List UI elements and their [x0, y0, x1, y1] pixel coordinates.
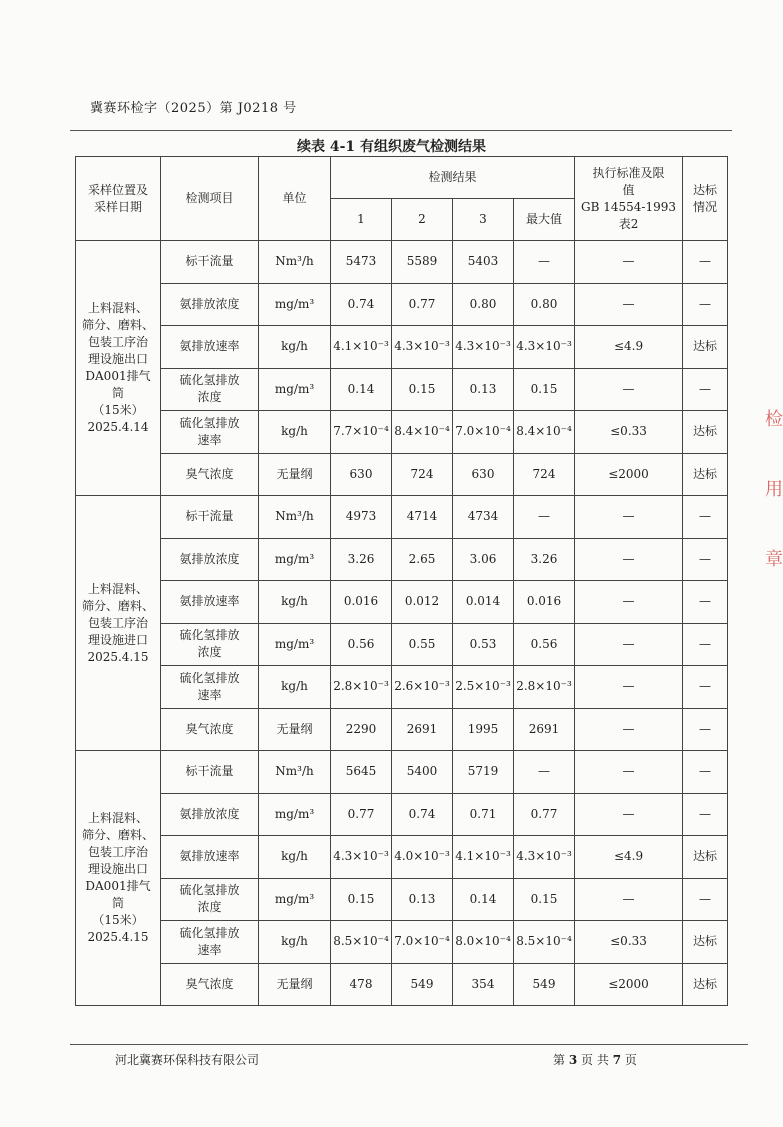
- item-cell: 硫化氢排放 浓度: [161, 878, 259, 921]
- table-row: [76, 283, 728, 326]
- table-row: [76, 708, 728, 751]
- location-cell: 上料混料、 筛分、磨料、 包装工序治 理设施出口 DA001排气 筒 （15米） 2025.4.14: [76, 241, 161, 496]
- limit-cell: —: [575, 666, 683, 709]
- header-divider: [70, 130, 732, 131]
- page-number: 3: [568, 1053, 578, 1067]
- item-cell: 氨排放速率: [161, 581, 259, 624]
- unit-cell: 无量纲: [259, 963, 331, 1006]
- result-1-cell: 2.8×10⁻³: [331, 666, 392, 709]
- result-2-cell: 7.0×10⁻⁴: [392, 921, 453, 964]
- max-cell: 0.15: [514, 368, 575, 411]
- result-1-cell: 4973: [331, 496, 392, 539]
- table-row: [76, 793, 728, 836]
- unit-cell: kg/h: [259, 326, 331, 369]
- item-cell: 硫化氢排放 浓度: [161, 623, 259, 666]
- item-cell: 臭气浓度: [161, 708, 259, 751]
- result-3-cell: 2.5×10⁻³: [453, 666, 514, 709]
- limit-cell: ≤4.9: [575, 326, 683, 369]
- table-row: [76, 411, 728, 454]
- max-cell: 2691: [514, 708, 575, 751]
- result-1-cell: 0.56: [331, 623, 392, 666]
- unit-cell: kg/h: [259, 581, 331, 624]
- max-cell: 4.3×10⁻³: [514, 326, 575, 369]
- unit-cell: kg/h: [259, 836, 331, 879]
- result-3-cell: 630: [453, 453, 514, 496]
- page-mid: 页 共: [581, 1053, 609, 1067]
- limit-cell: ≤4.9: [575, 836, 683, 879]
- result-2-cell: 4.0×10⁻³: [392, 836, 453, 879]
- result-3-cell: 0.014: [453, 581, 514, 624]
- result-3-cell: 4734: [453, 496, 514, 539]
- result-1-cell: 0.77: [331, 793, 392, 836]
- page-total: 7: [612, 1053, 622, 1067]
- limit-cell: —: [575, 793, 683, 836]
- max-cell: —: [514, 751, 575, 794]
- result-2-cell: 2.6×10⁻³: [392, 666, 453, 709]
- item-cell: 硫化氢排放 速率: [161, 666, 259, 709]
- result-2-cell: 5589: [392, 241, 453, 284]
- table-row: [76, 326, 728, 369]
- company-name: 河北冀赛环保科技有限公司: [115, 1053, 260, 1067]
- result-3-cell: 4.3×10⁻³: [453, 326, 514, 369]
- result-1-cell: 0.14: [331, 368, 392, 411]
- result-1-cell: 3.26: [331, 538, 392, 581]
- limit-cell: —: [575, 708, 683, 751]
- result-2-cell: 4714: [392, 496, 453, 539]
- unit-cell: 无量纲: [259, 708, 331, 751]
- status-cell: 达标: [683, 836, 728, 879]
- limit-cell: —: [575, 878, 683, 921]
- status-cell: —: [683, 708, 728, 751]
- table-row: [76, 836, 728, 879]
- table-row: [76, 623, 728, 666]
- unit-cell: mg/m³: [259, 538, 331, 581]
- result-2-cell: 549: [392, 963, 453, 1006]
- stamp-char: 用: [765, 479, 783, 500]
- item-cell: 标干流量: [161, 751, 259, 794]
- stamp-char: 章: [765, 549, 783, 570]
- result-1-cell: 0.74: [331, 283, 392, 326]
- head-unit: 单位: [259, 157, 331, 241]
- unit-cell: kg/h: [259, 666, 331, 709]
- result-3-cell: 0.53: [453, 623, 514, 666]
- head-col-1: 1: [331, 199, 392, 241]
- item-cell: 臭气浓度: [161, 453, 259, 496]
- unit-cell: mg/m³: [259, 793, 331, 836]
- max-cell: 0.016: [514, 581, 575, 624]
- table-row: [76, 453, 728, 496]
- result-1-cell: 2290: [331, 708, 392, 751]
- head-col-2: 2: [392, 199, 453, 241]
- status-cell: —: [683, 666, 728, 709]
- result-1-cell: 630: [331, 453, 392, 496]
- result-2-cell: 0.012: [392, 581, 453, 624]
- head-result: 检测结果: [331, 157, 575, 199]
- limit-cell: ≤0.33: [575, 921, 683, 964]
- result-2-cell: 0.55: [392, 623, 453, 666]
- head-status: 达标 情况: [683, 157, 728, 241]
- item-cell: 标干流量: [161, 241, 259, 284]
- result-2-cell: 0.74: [392, 793, 453, 836]
- limit-cell: —: [575, 538, 683, 581]
- limit-cell: —: [575, 368, 683, 411]
- limit-cell: —: [575, 283, 683, 326]
- item-cell: 氨排放速率: [161, 326, 259, 369]
- result-3-cell: 4.1×10⁻³: [453, 836, 514, 879]
- unit-cell: Nm³/h: [259, 496, 331, 539]
- result-3-cell: 7.0×10⁻⁴: [453, 411, 514, 454]
- table-row: [76, 666, 728, 709]
- max-cell: 8.4×10⁻⁴: [514, 411, 575, 454]
- max-cell: 0.56: [514, 623, 575, 666]
- limit-cell: —: [575, 496, 683, 539]
- table-row: [76, 878, 728, 921]
- result-1-cell: 4.1×10⁻³: [331, 326, 392, 369]
- status-cell: 达标: [683, 411, 728, 454]
- status-cell: —: [683, 751, 728, 794]
- max-cell: 0.77: [514, 793, 575, 836]
- limit-cell: —: [575, 241, 683, 284]
- unit-cell: kg/h: [259, 411, 331, 454]
- result-3-cell: 354: [453, 963, 514, 1006]
- head-location: 采样位置及 采样日期: [76, 157, 161, 241]
- status-cell: 达标: [683, 453, 728, 496]
- location-cell: 上料混料、 筛分、磨料、 包装工序治 理设施进口 2025.4.15: [76, 496, 161, 751]
- location-cell: 上料混料、 筛分、磨料、 包装工序治 理设施出口 DA001排气 筒 （15米） 2025.4.15: [76, 751, 161, 1006]
- limit-cell: ≤2000: [575, 453, 683, 496]
- results-table: [75, 156, 728, 1006]
- status-cell: —: [683, 793, 728, 836]
- status-cell: —: [683, 241, 728, 284]
- max-cell: 0.80: [514, 283, 575, 326]
- result-1-cell: 8.5×10⁻⁴: [331, 921, 392, 964]
- max-cell: —: [514, 496, 575, 539]
- result-1-cell: 5473: [331, 241, 392, 284]
- table-row: [76, 581, 728, 624]
- item-cell: 氨排放浓度: [161, 538, 259, 581]
- max-cell: 0.15: [514, 878, 575, 921]
- table-row: [76, 963, 728, 1006]
- item-cell: 氨排放速率: [161, 836, 259, 879]
- item-cell: 氨排放浓度: [161, 793, 259, 836]
- unit-cell: kg/h: [259, 921, 331, 964]
- unit-cell: mg/m³: [259, 878, 331, 921]
- head-item: 检测项目: [161, 157, 259, 241]
- unit-cell: mg/m³: [259, 368, 331, 411]
- table-row: [76, 921, 728, 964]
- status-cell: 达标: [683, 963, 728, 1006]
- max-cell: 2.8×10⁻³: [514, 666, 575, 709]
- result-3-cell: 3.06: [453, 538, 514, 581]
- result-3-cell: 5403: [453, 241, 514, 284]
- unit-cell: Nm³/h: [259, 241, 331, 284]
- table-row: [76, 538, 728, 581]
- table-row: [76, 368, 728, 411]
- red-stamp-fragment: [765, 405, 783, 615]
- item-cell: 硫化氢排放 浓度: [161, 368, 259, 411]
- unit-cell: Nm³/h: [259, 751, 331, 794]
- result-3-cell: 0.13: [453, 368, 514, 411]
- result-2-cell: 8.4×10⁻⁴: [392, 411, 453, 454]
- result-1-cell: 0.15: [331, 878, 392, 921]
- status-cell: —: [683, 623, 728, 666]
- status-cell: 达标: [683, 921, 728, 964]
- result-2-cell: 0.13: [392, 878, 453, 921]
- table-title: 续表 4-1 有组织废气检测结果: [296, 139, 487, 155]
- result-2-cell: 0.77: [392, 283, 453, 326]
- max-cell: —: [514, 241, 575, 284]
- table-row: [76, 241, 728, 284]
- max-cell: 724: [514, 453, 575, 496]
- limit-cell: —: [575, 751, 683, 794]
- page-suffix: 页: [624, 1053, 637, 1067]
- document-number: 冀赛环检字（2025）第 J0218 号: [90, 101, 297, 116]
- max-cell: 8.5×10⁻⁴: [514, 921, 575, 964]
- table-row: [76, 751, 728, 794]
- result-2-cell: 5400: [392, 751, 453, 794]
- result-2-cell: 2.65: [392, 538, 453, 581]
- status-cell: —: [683, 538, 728, 581]
- limit-cell: —: [575, 581, 683, 624]
- head-col-max: 最大值: [514, 199, 575, 241]
- stamp-char: 检: [765, 409, 783, 430]
- max-cell: 549: [514, 963, 575, 1006]
- status-cell: 达标: [683, 326, 728, 369]
- head-col-3: 3: [453, 199, 514, 241]
- page-prefix: 第: [553, 1053, 566, 1067]
- unit-cell: mg/m³: [259, 283, 331, 326]
- status-cell: —: [683, 283, 728, 326]
- item-cell: 硫化氢排放 速率: [161, 411, 259, 454]
- max-cell: 3.26: [514, 538, 575, 581]
- status-cell: —: [683, 368, 728, 411]
- footer-divider: [70, 1044, 748, 1045]
- max-cell: 4.3×10⁻³: [514, 836, 575, 879]
- page-indicator: [553, 1051, 637, 1068]
- item-cell: 标干流量: [161, 496, 259, 539]
- status-cell: —: [683, 581, 728, 624]
- limit-cell: ≤2000: [575, 963, 683, 1006]
- result-3-cell: 1995: [453, 708, 514, 751]
- result-1-cell: 7.7×10⁻⁴: [331, 411, 392, 454]
- result-3-cell: 0.14: [453, 878, 514, 921]
- result-1-cell: 4.3×10⁻³: [331, 836, 392, 879]
- result-2-cell: 2691: [392, 708, 453, 751]
- table-row: [76, 496, 728, 539]
- item-cell: 臭气浓度: [161, 963, 259, 1006]
- unit-cell: mg/m³: [259, 623, 331, 666]
- head-standard: 执行标准及限 值 GB 14554-1993 表2: [575, 157, 683, 241]
- status-cell: —: [683, 878, 728, 921]
- result-1-cell: 5645: [331, 751, 392, 794]
- limit-cell: —: [575, 623, 683, 666]
- result-3-cell: 0.71: [453, 793, 514, 836]
- result-1-cell: 0.016: [331, 581, 392, 624]
- result-2-cell: 724: [392, 453, 453, 496]
- status-cell: —: [683, 496, 728, 539]
- item-cell: 硫化氢排放 速率: [161, 921, 259, 964]
- result-3-cell: 5719: [453, 751, 514, 794]
- limit-cell: ≤0.33: [575, 411, 683, 454]
- result-2-cell: 4.3×10⁻³: [392, 326, 453, 369]
- unit-cell: 无量纲: [259, 453, 331, 496]
- result-3-cell: 8.0×10⁻⁴: [453, 921, 514, 964]
- result-1-cell: 478: [331, 963, 392, 1006]
- result-2-cell: 0.15: [392, 368, 453, 411]
- result-3-cell: 0.80: [453, 283, 514, 326]
- item-cell: 氨排放浓度: [161, 283, 259, 326]
